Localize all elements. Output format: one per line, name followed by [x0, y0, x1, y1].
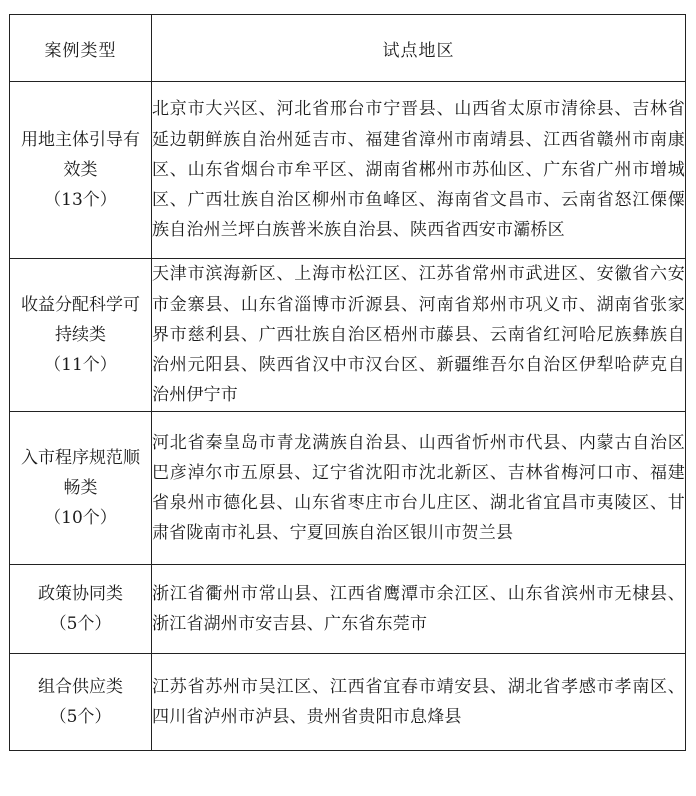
- header-pilot-regions: 试点地区: [152, 15, 686, 82]
- category-count: （5个）: [49, 614, 112, 634]
- category-count: （13个）: [44, 190, 117, 210]
- category-name: 收益分配科学可持续类: [21, 295, 140, 345]
- regions-cell: 北京市大兴区、河北省邢台市宁晋县、山西省太原市清徐县、吉林省延边朝鲜族自治州延吉市、福建省漳州市南靖县、江西省赣州市南康区、山东省烟台市牟平区、湖南省郴州市苏仙区、广东省广州市增城区、广西壮族自治区柳州市鱼峰区、海南省文昌市、云南省怒江傈僳族自治州兰坪白族普米族自治县、陕西省西安市灞桥区: [152, 82, 686, 259]
- table-row: [10, 412, 686, 565]
- table-body: [10, 82, 686, 751]
- category-cell: [10, 654, 152, 751]
- category-count: （5个）: [49, 707, 112, 727]
- category-name: 入市程序规范顺畅类: [21, 448, 140, 498]
- regions-cell: 天津市滨海新区、上海市松江区、江苏省常州市武进区、安徽省六安市金寨县、山东省淄博市沂源县、河南省郑州市巩义市、湖南省张家界市慈利县、广西壮族自治区梧州市藤县、云南省红河哈尼族彝族自治州元阳县、陕西省汉中市汉台区、新疆维吾尔自治区伊犁哈萨克自治州伊宁市: [152, 259, 686, 412]
- regions-cell: 河北省秦皇岛市青龙满族自治县、山西省忻州市代县、内蒙古自治区巴彦淖尔市五原县、辽宁省沈阳市沈北新区、吉林省梅河口市、福建省泉州市德化县、山东省枣庄市台儿庄区、湖北省宜昌市夷陵区、甘肃省陇南市礼县、宁夏回族自治区银川市贺兰县: [152, 412, 686, 565]
- category-cell: [10, 82, 152, 259]
- table-row: [10, 259, 686, 412]
- category-count: （11个）: [44, 355, 117, 375]
- header-row: [10, 15, 686, 82]
- category-cell: [10, 565, 152, 654]
- category-name: 组合供应类: [38, 677, 123, 697]
- header-case-type: 案例类型: [10, 15, 152, 82]
- category-name: 用地主体引导有效类: [21, 130, 140, 180]
- category-name: 政策协同类: [38, 584, 123, 604]
- table-row: [10, 565, 686, 654]
- table-row: [10, 82, 686, 259]
- regions-cell: 浙江省衢州市常山县、江西省鹰潭市余江区、山东省滨州市无棣县、浙江省湖州市安吉县、广东省东莞市: [152, 565, 686, 654]
- regions-cell: 江苏省苏州市吴江区、江西省宜春市靖安县、湖北省孝感市孝南区、四川省泸州市泸县、贵州省贵阳市息烽县: [152, 654, 686, 751]
- table-header: [10, 15, 686, 82]
- pilot-cases-table: [9, 14, 686, 751]
- category-cell: [10, 259, 152, 412]
- category-cell: [10, 412, 152, 565]
- table-row: [10, 654, 686, 751]
- category-count: （10个）: [44, 508, 117, 528]
